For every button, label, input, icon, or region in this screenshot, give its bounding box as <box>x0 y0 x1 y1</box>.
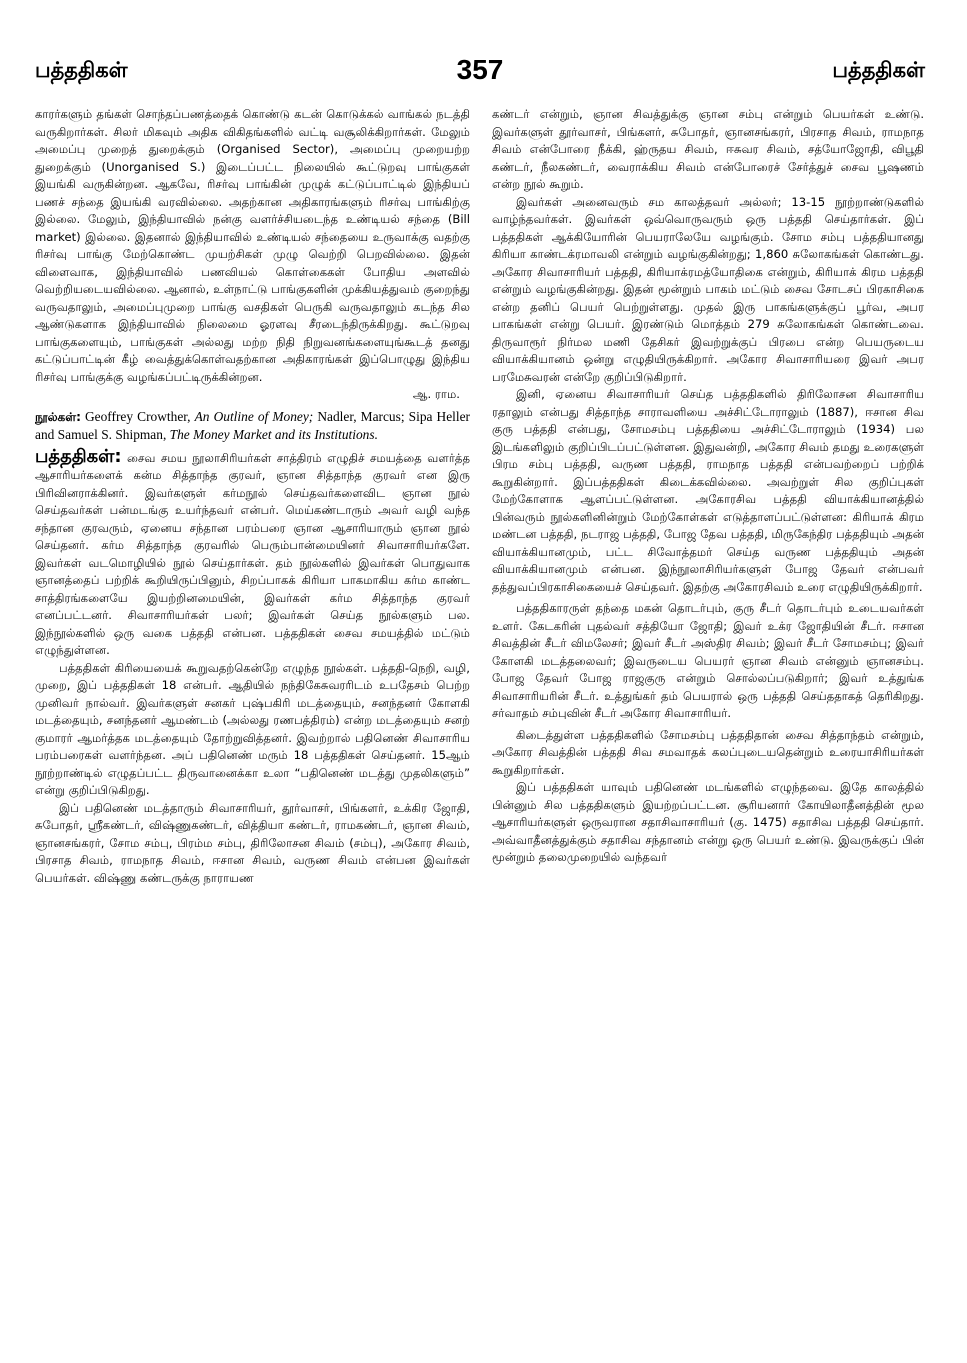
paragraph: காரர்களும் தங்கள் சொந்தப்பணத்தைக் கொண்டு கடன் கொடுக்கல் வாங்கல் நடத்தி வருகிறார்கள். சிலர் மிகவும் அதிக விகிதங்களில் வட்டி வசூலிக்கிறார்கள். மேலும் அமைப்பு முறைத் துறைக்கும் (Organised Sector), அமைப்பு முறையற்ற துறைக்கும் (Unorganised S.) இடைப்பட்ட நிலையில் கூட்டுறவு பாங்குகள் இயங்கி வருகின்றன. ஆகவே, ரிசர்வு பாங்கின் முழுக் கட்டுப்பாட்டில் இந்தியப் பணச் சந்தை இயங்கி வரவில்லை. அதற்கான அதிகாரங்களும் ரிசர்வு பாங்கிற்கு இல்லை. மேலும், இந்தியாவில் நன்கு வளர்ச்சியடைந்த உண்டியல் சந்தை (Bill market) இல்லை. இதனால் இந்தியாவில் உண்டியல் சந்தையை உருவாக்கு வதற்கு ரிசர்வு பாங்கு மேற்கொண்ட முயற்சிகள் முழு வெற்றி பெறவில்லை. இதன் விளைவாக, இந்தியாவில் பணவியல் கொள்கைகள் போதிய அளவில் வெற்றியடையவில்லை. ஆனால், உள்நாட்டு பாங்குகளின் முக்கியத்துவம் குறைந்து வருவதாலும், அமைப்புமுறை பாங்கு வசதிகள் பெருகி வருவதாலும் கடந்த சில ஆண்டுகளாக இந்தியாவில் நிலைமை ஓரளவு சீரடைந்திருக்கிறது. கூட்டுறவு பாங்குகளையும், பாங்குகள் அல்லது மற்ற நிதி நிறுவனங்களையுங்கூடத் தனது கட்டுப்பாட்டின் கீழ் வைத்துக்கொள்வதற்கான அதிகாரங்கள் இப்பொழுது இந்திய ரிசர்வு பாங்குக்கு வழங்கப்பட்டிருக்கின்றன. <box>35 107 470 384</box>
left-column <box>35 106 470 1346</box>
header-left-title: பத்ததிகள் <box>35 58 128 82</box>
reference-title: An Outline of Money; <box>194 408 314 424</box>
page-header <box>35 54 925 92</box>
entry-heading: பத்ததிகள்: <box>35 445 122 467</box>
page-number: 357 <box>456 54 504 85</box>
paragraph: இப் பத்ததிகள் யாவும் பதினெண் மடங்களில் எழுந்தவை. இதே காலத்தில் பின்னும் சில பத்ததிகளும் இயற்றப்பட்டன. சூரியனார் கோயிலாதீனத்தின் மூல ஆசாரியர்களுள் ஒருவரான சதாசிவாசாரியர் (கு. 1475) சதாசிவ பத்ததி செய்தார். அவ்வாதீனத்துக்கும் சதாசிவ சந்தானம் என்று ஒரு பெயர் உண்டு. இவருக்குப் பின் மூன்றும் தலைமுறையில் வந்தவர் <box>492 780 924 864</box>
entry-paragraph <box>35 445 470 660</box>
entry-text: சைவ சமய நூலாசிரியர்கள் சாத்திரம் எழுதிச் சமயத்தை வளர்த்த ஆசாரியர்களைக் கன்ம சித்தாந்த குரவர், ஞான சித்தாந்த குரவர் என இரு பிரிவினராக்கினர். இவர்களுள் கர்மநூல் செய்தவர்களைவிட ஞான நூல் செய்தவர்கள் பன்மடங்கு உயர்ந்தவர் என்பர். மெய்கண்டாரும் அவர் வழி வந்த சந்தான குரவரும், ஏனைய சந்தான பரம்பரை ஞான ஆசாரியாரும் ஞான நூல் செய்தனர். கர்ம சித்தாந்த குரவரில் பெரும்பான்மையினர் சிவாசாரியர்களே. இவர்கள் வடமொழியில் நூல் செய்தார்கள். தம் நூல்களில் இவர்கள் பொதுவாக ஞானத்தைப் பற்றிக் கூறியிருப்பினும், சிறப்பாகக் கிரியா பாகமாகிய கர்ம காண்ட சாத்திரங்களையே இயற்றினமையின், இவர்கள் கர்ம சித்தாந்த குரவர் எனப்பட்டனர். சிவாசாரியர்கள் பலர்; இவர்கள் செய்த நூல்களும் பல. இந்நூல்களில் ஒரு வகை பத்ததி என்பன. பத்ததிகள் சைவ சமயத்தில் மட்டும் எழுந்துள்ளன. <box>35 450 470 657</box>
header-right-title: பத்ததிகள் <box>832 58 925 82</box>
paragraph: கண்டர் என்றும், ஞான சிவத்துக்கு ஞான சம்பு என்றும் பெயர்கள் உண்டு. இவர்களுள் தூர்வாசர், பிங்களர், சுபோதர், ஞானசங்கரர், பிரசாத சிவம், ராமநாத சிவம் என்போரை நீக்கி, ஹ்ருதய சிவம், ஈசுவர சிவம், சத்யோஜோதி, விபூதி கண்டர், நீலகண்டர், வைராக்கிய சிவம் என்போரைச் சேர்த்துச் சைவ பூஷணம் என்ற நூல் கூறும். <box>492 107 924 191</box>
paragraph: இவர்கள் அனைவரும் சம காலத்தவர் அல்லர்; 13-15 நூற்றாண்டுகளில் வாழ்ந்தவர்கள். இவர்கள் ஒவ்வொருவரும் ஒரு பத்ததி செய்தார்கள். இப் பத்ததிகள் ஆக்கியோரின் பெயராலேயே வழங்கும். சோம சம்பு பத்ததியானது கிரியா காண்டக்ரமாவலி என்றும் வழங்குகின்றது; 1,860 சுலோகங்கள் கொண்டது. அகோர சிவாசாரியர் பத்ததி, கிரியாக்ரமத்யோதிகை என்றும், கிரியாக் கிரம பத்ததி என்றும் வழங்குகின்றது. இதன் மூன்றும் பாகம் மட்டும் சைவ சோடசப் பிரகாசிகை என்ற தனிப் பெயர் பெற்றுள்ளது. முதல் இரு பாகங்களுக்குப் பூர்வ, அபர பாகங்கள் என்று பெயர். இரண்டும் மொத்தம் 279 சுலோகங்கள் கொண்டவை. திருவாரூர் நிர்மல மணி தேசிகர் இவற்றுக்குப் பிரபை என்ற பெயருடைய வியாக்கியானம் ஒன்று எழுதியிருக்கிறார். அகோர சிவாசாரியரை இவர் அபர பரமேசுவரன் என்றே குறிப்பிடுகிறார். <box>492 194 924 384</box>
paragraph: பத்ததிகள் கிரியையைக் கூறுவதற்கென்றே எழுந்த நூல்கள். பத்ததி-நெறி, வழி, முறை, இப் பத்ததிகள் 18 என்பர். ஆதியில் நந்திகேசுவரரிடம் உபதேசம் பெற்ற முனிவர் நால்வர். இவர்களுள் சனகர் புஷ்பகிரி மடத்தையும், சனந்தனர் கோளகி மடத்தையும், சனந்தனர் ஆமண்டம் (அல்லது ரணபத்திரம்) என்ற மடத்தையும் சனற் குமாரர் ஆமர்த்தக மடத்தையும் தோற்றுவித்தனர். இவற்றால் பதினெண் சிவாசாரிய பரம்பரைகள் வளர்ந்தன. அப் பதினெண் மரும் 18 பத்ததிகள் செய்தனர். 15ஆம் நூற்றாண்டில் எழுதப்பட்ட திருவானைக்கா உலா “பதினெண் மடத்து முதலிகளும்” என்று குறிப்பிடுகிறது. <box>35 660 470 797</box>
right-column <box>492 106 924 1346</box>
references-label: நூல்கள்: <box>35 409 81 424</box>
reference-title: The Money Market and its Institutions. <box>169 426 378 442</box>
paragraph: இனி, ஏனைய சிவாசாரியர் செய்த பத்ததிகளில் திரிலோசன சிவாசாரிய ரதாலும் என்பது சித்தாந்த சாராவளியை அச்சிட்டோராலும் (1887), ஈசான சிவ குரு பத்ததி என்பது, சோமசம்பு பத்ததியை அச்சிட்டோராலும் (1934) பல இடங்களிலும் குறிப்பிடப்பட்டுள்ளன. இதுவன்றி, அகோர சிவம் தமது உரைகளுள் பிரம சம்பு பத்ததி, வருண பத்ததி, ராமநாத பத்ததி என்பவற்றைப் பற்றிக் கூறுகின்றார். இப்பத்ததிகள் கிடைக்கவில்லை. அவற்றுள் சில குறிப்புகள் மேற்கோளாக ஆளப்பட்டுள்ளன. அகோரசிவ பத்ததி வியாக்கியானத்தில் பின்வரும் நூல்களினின்றும் மேற்கோள்கள் எடுத்தாளப்பட்டுள்ளன: கிரியாக் கிரம மண்டன பத்ததி, நடராஜ பத்ததி, போஜ தேவ பத்ததி, மிருகேந்திர பத்ததியும் அதன் வியாக்கியானமும், பட்ட சிவோத்தமர் செய்த வருண பத்ததியும் அதன் வியாக்கியானமும் என்பன. இந்நூலாசிரியர்களுள் போஜ தேவர் என்பவர் தத்துவப்பிரகாசிகையைச் செய்தவர். இதற்கு அகோரசிவம் உரை எழுதியிருக்கிறார். <box>492 387 924 594</box>
author-signature: ஆ. ராம. <box>412 387 460 401</box>
paragraph: கிடைத்துள்ள பத்ததிகளில் சோமசம்பு பத்ததிதான் சைவ சித்தாந்தம் என்றும், அகோர சிவத்தின் பத்ததி சிவ சமவாதக் கலப்புடையதென்றும் உரையாசிரியர்கள் கூறுகிறார்கள். <box>492 727 924 777</box>
paragraph: பத்ததிகாரருள் தந்தை மகன் தொடர்பும், குரு சீடர் தொடர்பும் உடையவர்கள் உளர். கேடகரின் புதல்வர் சத்தியோ ஜோதி; இவர் உக்ர ஜோதியின் சீடர். ஈசான சிவத்தின் சீடர் விமலேசர்; இவர் சீடர் அஸ்திர சிவம்; இவர் சீடர் சோமசம்பு; இவர் கோளகி மடத்தலைவர்; இவருடைய பெயரர் ஞான சிவம் என்னும் ஞானசம்பு. போஜ தேவர் போஜ ராஜகுரு என்றும் சொல்லப்படுகிறார்; இவர் உத்துங்க சிவாசாரியரின் சீடர். உத்துங்கர் தம் பெயரால் ஒரு பத்ததி செய்ததாகத் தெரிகிறது. சர்வாதம் சம்புவின் சீடர் அகோர சிவாசாரியர். <box>492 601 924 720</box>
references <box>35 408 470 444</box>
reference-text: Geoffrey Crowther, <box>80 408 195 424</box>
reference-text: Nadler, Marcus; Sipa Heller and Samuel S. Shipman, <box>35 408 470 442</box>
paragraph: இப் பதினெண் மடத்தாரும் சிவாசாரியர், தூர்வாசர், பிங்களர், உக்கிர ஜோதி, சுபோதர், ஸ்ரீகண்டர், விஷ்ணுகண்டர், வித்தியா கண்டர், ராமகண்டர், ஞான சிவம், ஞானசங்கரர், சோம சம்பு, பிரம்ம சம்பு, திரிலோசன சிவம் (சம்பு), அகோர சிவம், பிரசாத சிவம், ராமநாத சிவம், ஈசான சிவம், வருண சிவம் என்பன இவர்கள் பெயர்கள். விஷ்ணு கண்டருக்கு நாராயண <box>35 800 470 885</box>
